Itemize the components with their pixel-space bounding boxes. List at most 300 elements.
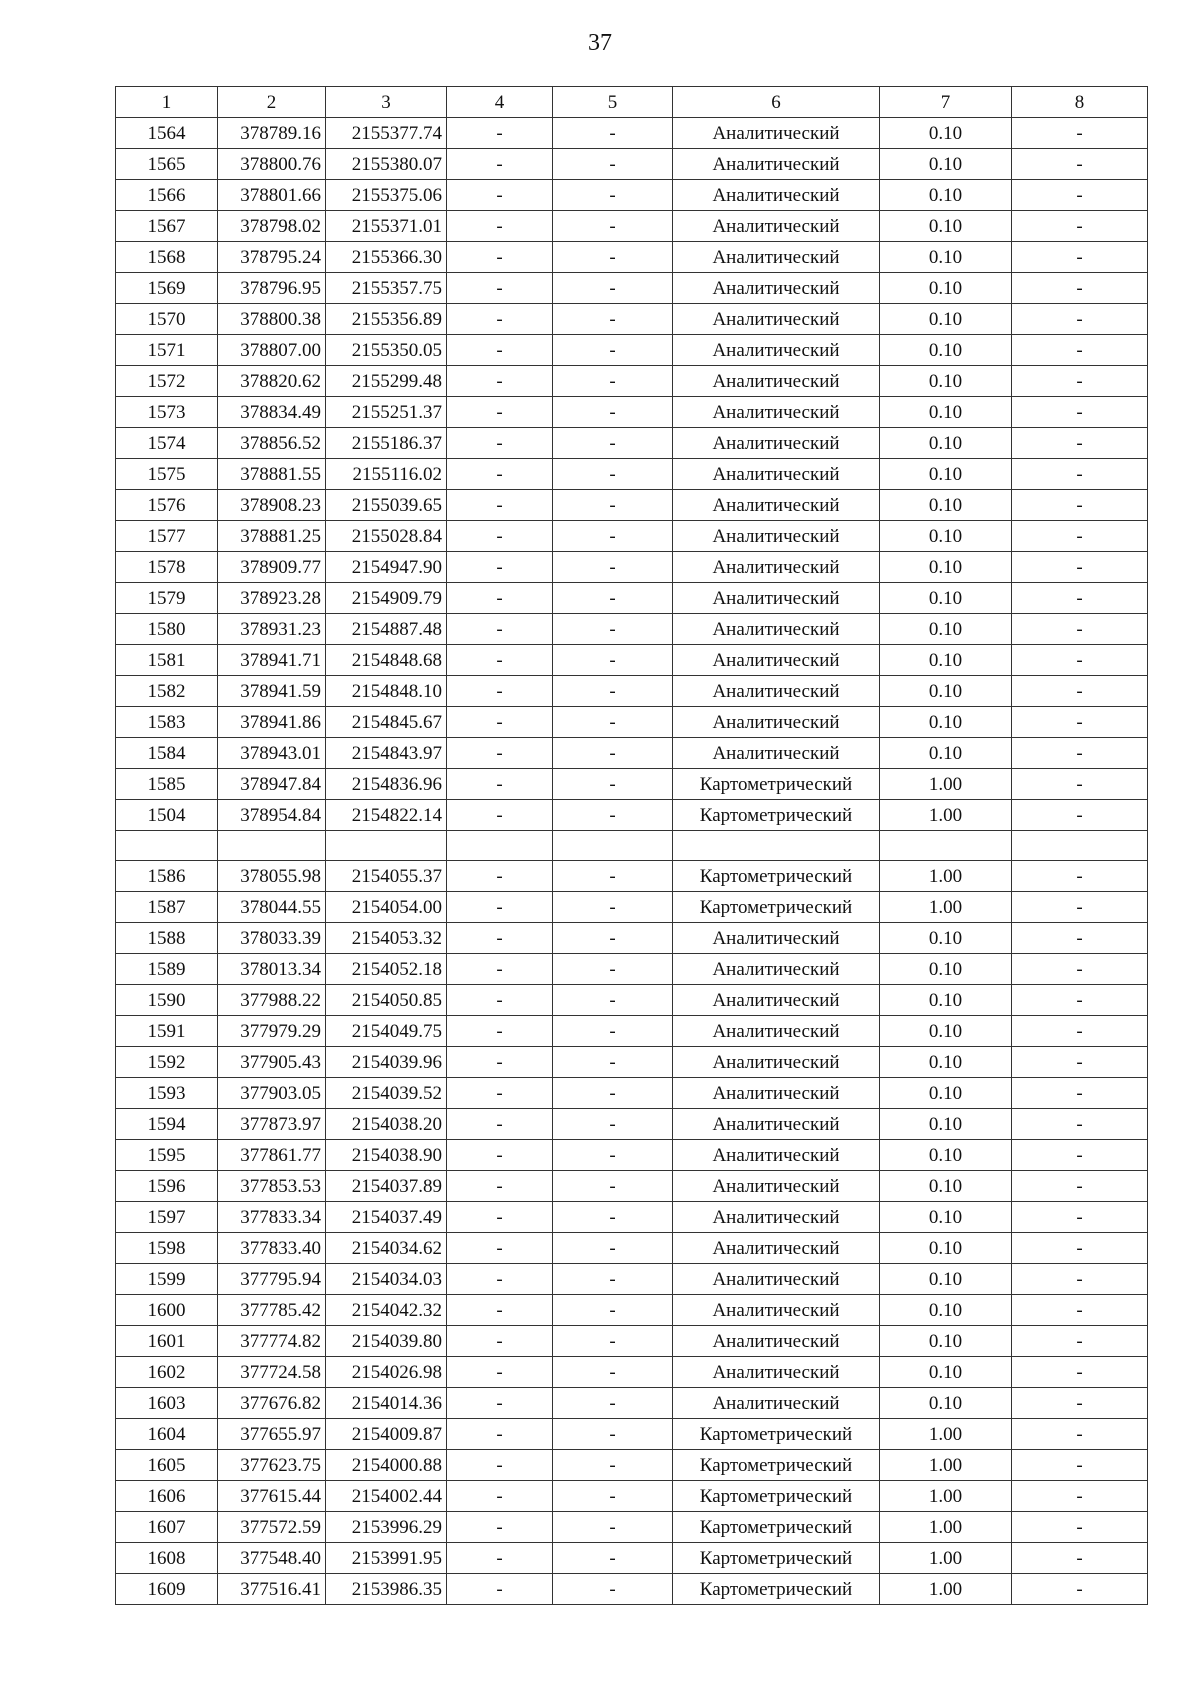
- table-cell-col-6: Аналитический: [673, 118, 880, 149]
- column-header-4: 4: [447, 87, 553, 118]
- table-row: [116, 676, 1148, 707]
- table-cell-col-4: -: [447, 1264, 553, 1295]
- table-cell-col-7: 1.00: [880, 1419, 1012, 1450]
- table-cell-col-2: 378856.52: [218, 428, 326, 459]
- table-cell-col-1: 1564: [116, 118, 218, 149]
- table-cell-col-3: 2154000.88: [326, 1450, 447, 1481]
- table-cell-col-5: -: [553, 1016, 673, 1047]
- table-cell-col-8: -: [1012, 614, 1148, 645]
- table-cell-col-2: 378796.95: [218, 273, 326, 304]
- table-cell-col-2: 377833.40: [218, 1233, 326, 1264]
- table-cell-col-5: -: [553, 490, 673, 521]
- table-cell-col-1: 1588: [116, 923, 218, 954]
- table-cell-col-2: 377853.53: [218, 1171, 326, 1202]
- table-row: [116, 397, 1148, 428]
- table-cell-col-1: 1576: [116, 490, 218, 521]
- table-cell-col-3: 2154845.67: [326, 707, 447, 738]
- table-cell-col-5: -: [553, 118, 673, 149]
- table-cell-col-6: Аналитический: [673, 397, 880, 428]
- table-cell-col-2: 377655.97: [218, 1419, 326, 1450]
- table-cell-col-7: 1.00: [880, 1512, 1012, 1543]
- table-cell-col-4: -: [447, 676, 553, 707]
- table-cell-col-1: 1605: [116, 1450, 218, 1481]
- table-cell-col-7: 0.10: [880, 583, 1012, 614]
- table-cell-col-2: 378807.00: [218, 335, 326, 366]
- table-cell-col-5: -: [553, 1543, 673, 1574]
- table-cell-col-5: -: [553, 1078, 673, 1109]
- table-cell-col-1: 1504: [116, 800, 218, 831]
- table-cell-col-8: -: [1012, 552, 1148, 583]
- table-cell-col-1: 1589: [116, 954, 218, 985]
- table-cell-col-4: -: [447, 1357, 553, 1388]
- table-cell-col-5: -: [553, 923, 673, 954]
- table-cell-col-3: 2154050.85: [326, 985, 447, 1016]
- table-cell-col-2: 378795.24: [218, 242, 326, 273]
- table-cell-col-2: 377724.58: [218, 1357, 326, 1388]
- table-cell-col-5: -: [553, 985, 673, 1016]
- table-cell-col-4: -: [447, 459, 553, 490]
- table-cell-col-5: -: [553, 149, 673, 180]
- table-cell-col-7: 1.00: [880, 1574, 1012, 1605]
- table-cell-col-8: -: [1012, 1109, 1148, 1140]
- table-cell-col-3: 2154039.80: [326, 1326, 447, 1357]
- table-cell-col-8: -: [1012, 1233, 1148, 1264]
- table-cell-col-2: 377615.44: [218, 1481, 326, 1512]
- table-row: [116, 1016, 1148, 1047]
- table-cell-col-6: Картометрический: [673, 1481, 880, 1512]
- table-row: [116, 1450, 1148, 1481]
- table-cell-col-1: 1608: [116, 1543, 218, 1574]
- table-cell-col-2: 378908.23: [218, 490, 326, 521]
- table-cell-col-4: -: [447, 861, 553, 892]
- column-header-1: 1: [116, 87, 218, 118]
- table-cell-col-2: 378800.76: [218, 149, 326, 180]
- table-cell-col-1: 1604: [116, 1419, 218, 1450]
- table-cell-col-3: 2154848.68: [326, 645, 447, 676]
- table-cell-col-1: 1595: [116, 1140, 218, 1171]
- table-cell-col-8: -: [1012, 397, 1148, 428]
- table-cell-col-7: 0.10: [880, 954, 1012, 985]
- table-cell-col-6: Аналитический: [673, 335, 880, 366]
- table-cell-col-5: -: [553, 242, 673, 273]
- table-cell-col-6: Картометрический: [673, 892, 880, 923]
- table-cell-col-3: 2155028.84: [326, 521, 447, 552]
- table-cell-col-3: 2153991.95: [326, 1543, 447, 1574]
- table-cell-col-8: -: [1012, 676, 1148, 707]
- table-cell-col-8: -: [1012, 1202, 1148, 1233]
- table-cell-col-8: -: [1012, 1295, 1148, 1326]
- table-cell-col-7: 0.10: [880, 273, 1012, 304]
- table-cell-col-1: 1579: [116, 583, 218, 614]
- table-cell-col-1: 1574: [116, 428, 218, 459]
- table-cell-col-3: 2154049.75: [326, 1016, 447, 1047]
- table-cell-col-2: 377676.82: [218, 1388, 326, 1419]
- table-cell-col-8: -: [1012, 800, 1148, 831]
- table-cell-col-4: -: [447, 769, 553, 800]
- table-cell-col-5: -: [553, 676, 673, 707]
- table-cell-col-3: 2154014.36: [326, 1388, 447, 1419]
- table-cell-col-8: -: [1012, 304, 1148, 335]
- table-cell-col-5: -: [553, 707, 673, 738]
- table-cell-col-6: Аналитический: [673, 428, 880, 459]
- table-cell-col-5: -: [553, 428, 673, 459]
- table-cell-col-6: Аналитический: [673, 180, 880, 211]
- table-cell-col-3: 2155116.02: [326, 459, 447, 490]
- table-cell-col-8: -: [1012, 707, 1148, 738]
- table-cell-col-5: -: [553, 335, 673, 366]
- table-cell-col-7: 1.00: [880, 1450, 1012, 1481]
- table-cell-col-6: Аналитический: [673, 1357, 880, 1388]
- table-cell-col-4: -: [447, 1419, 553, 1450]
- table-cell-col-3: 2155380.07: [326, 149, 447, 180]
- table-cell-col-4: -: [447, 521, 553, 552]
- table-cell-col-8: -: [1012, 1481, 1148, 1512]
- table-cell-col-5: -: [553, 1140, 673, 1171]
- table-cell-col-6: Аналитический: [673, 304, 880, 335]
- table-cell-col-1: 1603: [116, 1388, 218, 1419]
- table-cell-col-6: Картометрический: [673, 1419, 880, 1450]
- table-cell-col-6: Аналитический: [673, 583, 880, 614]
- table-row: [116, 118, 1148, 149]
- table-cell-col-6: Аналитический: [673, 954, 880, 985]
- table-cell-col-6: Картометрический: [673, 769, 880, 800]
- table-cell-col-4: -: [447, 923, 553, 954]
- table-cell-col-2: 377572.59: [218, 1512, 326, 1543]
- table-cell-col-8: -: [1012, 149, 1148, 180]
- table-row: [116, 1543, 1148, 1574]
- table-cell-col-6: Картометрический: [673, 800, 880, 831]
- table-cell-col-8: -: [1012, 1543, 1148, 1574]
- table-cell-col-8: -: [1012, 459, 1148, 490]
- table-cell-col-8: -: [1012, 242, 1148, 273]
- table-cell-col-8: -: [1012, 861, 1148, 892]
- table-cell-col-6: Аналитический: [673, 1016, 880, 1047]
- table-row: [116, 800, 1148, 831]
- table-cell-col-8: -: [1012, 273, 1148, 304]
- table-cell-col-4: -: [447, 645, 553, 676]
- table-cell-col-2: 378941.59: [218, 676, 326, 707]
- table-cell-col-6: Аналитический: [673, 366, 880, 397]
- table-cell-col-5: -: [553, 769, 673, 800]
- table-cell-col-5: -: [553, 861, 673, 892]
- table-cell-col-4: -: [447, 1109, 553, 1140]
- table-cell-col-7: 1.00: [880, 1543, 1012, 1574]
- table-cell-col-7: 0.10: [880, 428, 1012, 459]
- table-cell-col-8: -: [1012, 1574, 1148, 1605]
- table-cell-col-7: 0.10: [880, 738, 1012, 769]
- table-cell-col-7: 0.10: [880, 923, 1012, 954]
- table-cell-col-5: -: [553, 1326, 673, 1357]
- table-cell-col-2: 377785.42: [218, 1295, 326, 1326]
- table-cell-col-2: 377833.34: [218, 1202, 326, 1233]
- table-cell-col-5: -: [553, 459, 673, 490]
- table-cell-col-4: -: [447, 954, 553, 985]
- table-cell-col-3: 2154038.90: [326, 1140, 447, 1171]
- table-cell-col-8: -: [1012, 211, 1148, 242]
- coordinates-table: [115, 86, 1148, 1605]
- table-row: [116, 521, 1148, 552]
- table-cell-col-6: Аналитический: [673, 1109, 880, 1140]
- table-cell-col-3: 2154055.37: [326, 861, 447, 892]
- table-cell-col-7: 0.10: [880, 242, 1012, 273]
- table-cell-col-5: -: [553, 1512, 673, 1543]
- table-cell-col-4: -: [447, 242, 553, 273]
- table-cell-col-2: 378798.02: [218, 211, 326, 242]
- table-row: [116, 211, 1148, 242]
- table-gap-row: [116, 831, 1148, 861]
- table-cell-col-8: -: [1012, 1357, 1148, 1388]
- table-cell-col-8: -: [1012, 118, 1148, 149]
- table-cell-col-6: Аналитический: [673, 1388, 880, 1419]
- table-cell-col-5: -: [553, 738, 673, 769]
- table-cell-col-2: 377979.29: [218, 1016, 326, 1047]
- table-cell-col-8: -: [1012, 490, 1148, 521]
- table-cell-col-4: -: [447, 583, 553, 614]
- table-cell-col-1: 1570: [116, 304, 218, 335]
- table-cell-col-1: 1568: [116, 242, 218, 273]
- table-cell-col-5: -: [553, 366, 673, 397]
- table-cell-col-1: 1592: [116, 1047, 218, 1078]
- table-cell-col-7: 0.10: [880, 118, 1012, 149]
- table-cell-col-7: 0.10: [880, 521, 1012, 552]
- table-cell-col-5: -: [553, 800, 673, 831]
- table-cell-col-8: -: [1012, 335, 1148, 366]
- table-cell-col-6: Аналитический: [673, 552, 880, 583]
- table-cell-col-6: Картометрический: [673, 1512, 880, 1543]
- table-cell-col-4: -: [447, 800, 553, 831]
- table-cell-col-8: -: [1012, 366, 1148, 397]
- table-cell-col-5: -: [553, 954, 673, 985]
- table-row: [116, 954, 1148, 985]
- table-cell-col-1: 1607: [116, 1512, 218, 1543]
- table-cell-col-1: 1584: [116, 738, 218, 769]
- table-cell-col-1: 1580: [116, 614, 218, 645]
- table-cell-col-7: 0.10: [880, 1047, 1012, 1078]
- table-cell-col-6: Аналитический: [673, 211, 880, 242]
- table-cell-col-5: -: [553, 552, 673, 583]
- table-cell-col-5: -: [553, 645, 673, 676]
- table-row: [116, 149, 1148, 180]
- table-cell-col-8: -: [1012, 645, 1148, 676]
- table-cell-col-3: 2154039.96: [326, 1047, 447, 1078]
- table-cell-col-5: -: [553, 397, 673, 428]
- table-cell-col-4: -: [447, 211, 553, 242]
- table-cell-col-8: -: [1012, 954, 1148, 985]
- table-cell-col-2: 378789.16: [218, 118, 326, 149]
- table-cell-col-7: 0.10: [880, 645, 1012, 676]
- page-number: 37: [588, 30, 612, 56]
- table-cell-col-4: -: [447, 1078, 553, 1109]
- table-cell-col-2: 378954.84: [218, 800, 326, 831]
- table-cell-col-4: -: [447, 366, 553, 397]
- table-cell-col-4: -: [447, 273, 553, 304]
- table-cell-col-4: -: [447, 118, 553, 149]
- table-cell-col-8: -: [1012, 1171, 1148, 1202]
- table-cell-col-7: 0.10: [880, 304, 1012, 335]
- table-cell-col-6: Аналитический: [673, 985, 880, 1016]
- table-cell-col-7: 0.10: [880, 1202, 1012, 1233]
- table-cell-col-3: 2154947.90: [326, 552, 447, 583]
- table-cell-col-1: 1594: [116, 1109, 218, 1140]
- table-cell-col-8: -: [1012, 521, 1148, 552]
- table-cell-col-7: 0.10: [880, 180, 1012, 211]
- table-row: [116, 1295, 1148, 1326]
- table-cell-col-6: [673, 831, 880, 861]
- table-cell-col-5: -: [553, 1295, 673, 1326]
- table-cell-col-1: 1573: [116, 397, 218, 428]
- table-cell-col-5: -: [553, 1388, 673, 1419]
- table-cell-col-1: 1578: [116, 552, 218, 583]
- table-cell-col-6: Аналитический: [673, 645, 880, 676]
- table-cell-col-3: 2154843.97: [326, 738, 447, 769]
- table-cell-col-4: -: [447, 1233, 553, 1264]
- table-cell-col-3: 2155350.05: [326, 335, 447, 366]
- table-cell-col-3: 2154848.10: [326, 676, 447, 707]
- table-cell-col-7: 0.10: [880, 1140, 1012, 1171]
- table-row: [116, 769, 1148, 800]
- table-cell-col-1: 1602: [116, 1357, 218, 1388]
- table-cell-col-6: Картометрический: [673, 861, 880, 892]
- table-cell-col-7: 1.00: [880, 769, 1012, 800]
- table-cell-col-4: -: [447, 1016, 553, 1047]
- table-cell-col-5: -: [553, 1419, 673, 1450]
- table-cell-col-1: 1591: [116, 1016, 218, 1047]
- table-cell-col-4: -: [447, 614, 553, 645]
- column-header-6: 6: [673, 87, 880, 118]
- table-cell-col-7: 0.10: [880, 1357, 1012, 1388]
- table-row: [116, 1357, 1148, 1388]
- table-cell-col-1: 1596: [116, 1171, 218, 1202]
- table-cell-col-8: -: [1012, 1047, 1148, 1078]
- table-cell-col-1: 1565: [116, 149, 218, 180]
- table-cell-col-8: -: [1012, 1078, 1148, 1109]
- table-cell-col-7: 0.10: [880, 1326, 1012, 1357]
- table-cell-col-3: 2154042.32: [326, 1295, 447, 1326]
- table-cell-col-6: Аналитический: [673, 738, 880, 769]
- table-cell-col-2: 378820.62: [218, 366, 326, 397]
- table-cell-col-4: -: [447, 490, 553, 521]
- table-cell-col-7: [880, 831, 1012, 861]
- table-cell-col-4: -: [447, 1512, 553, 1543]
- table-cell-col-5: -: [553, 1202, 673, 1233]
- table-cell-col-1: 1586: [116, 861, 218, 892]
- table-row: [116, 1233, 1148, 1264]
- table-cell-col-3: 2154822.14: [326, 800, 447, 831]
- table-cell-col-7: 0.10: [880, 211, 1012, 242]
- table-cell-col-3: 2155357.75: [326, 273, 447, 304]
- table-cell-col-1: 1582: [116, 676, 218, 707]
- table-cell-col-1: 1585: [116, 769, 218, 800]
- table-cell-col-1: 1590: [116, 985, 218, 1016]
- table-row: [116, 1264, 1148, 1295]
- table-cell-col-2: 378800.38: [218, 304, 326, 335]
- table-cell-col-5: -: [553, 180, 673, 211]
- table-cell-col-2: 377873.97: [218, 1109, 326, 1140]
- table-cell-col-7: 1.00: [880, 861, 1012, 892]
- table-cell-col-5: [553, 831, 673, 861]
- table-cell-col-5: -: [553, 1481, 673, 1512]
- table-cell-col-3: 2155371.01: [326, 211, 447, 242]
- table-cell-col-1: 1569: [116, 273, 218, 304]
- table-cell-col-6: Аналитический: [673, 1140, 880, 1171]
- table-cell-col-2: 378013.34: [218, 954, 326, 985]
- table-row: [116, 1326, 1148, 1357]
- table-cell-col-4: -: [447, 738, 553, 769]
- table-cell-col-6: Аналитический: [673, 1202, 880, 1233]
- table-cell-col-2: 378834.49: [218, 397, 326, 428]
- table-cell-col-3: 2155377.74: [326, 118, 447, 149]
- table-cell-col-3: 2154034.03: [326, 1264, 447, 1295]
- table-cell-col-4: -: [447, 1295, 553, 1326]
- table-cell-col-5: -: [553, 1047, 673, 1078]
- table-cell-col-3: 2154039.52: [326, 1078, 447, 1109]
- table-cell-col-6: Аналитический: [673, 149, 880, 180]
- table-cell-col-7: 1.00: [880, 800, 1012, 831]
- table-row: [116, 1171, 1148, 1202]
- table-cell-col-8: -: [1012, 892, 1148, 923]
- table-cell-col-1: 1600: [116, 1295, 218, 1326]
- table-cell-col-3: 2153986.35: [326, 1574, 447, 1605]
- table-cell-col-7: 0.10: [880, 397, 1012, 428]
- table-cell-col-6: Аналитический: [673, 521, 880, 552]
- table-cell-col-1: 1599: [116, 1264, 218, 1295]
- table-cell-col-6: Аналитический: [673, 1326, 880, 1357]
- table-row: [116, 242, 1148, 273]
- table-cell-col-7: 0.10: [880, 1264, 1012, 1295]
- table-row: [116, 614, 1148, 645]
- table-cell-col-1: 1577: [116, 521, 218, 552]
- table-cell-col-5: -: [553, 583, 673, 614]
- table-row: [116, 428, 1148, 459]
- table-cell-col-5: -: [553, 1109, 673, 1140]
- table-cell-col-5: -: [553, 211, 673, 242]
- table-cell-col-2: 377548.40: [218, 1543, 326, 1574]
- table-cell-col-4: -: [447, 1171, 553, 1202]
- table-cell-col-2: 378881.55: [218, 459, 326, 490]
- table-cell-col-3: 2154052.18: [326, 954, 447, 985]
- table-cell-col-8: -: [1012, 1016, 1148, 1047]
- table-cell-col-4: -: [447, 1481, 553, 1512]
- table-row: [116, 552, 1148, 583]
- table-row: [116, 583, 1148, 614]
- table-cell-col-8: -: [1012, 1450, 1148, 1481]
- table-cell-col-6: Аналитический: [673, 1264, 880, 1295]
- table-row: [116, 1140, 1148, 1171]
- table-cell-col-2: 377516.41: [218, 1574, 326, 1605]
- table-cell-col-3: 2155186.37: [326, 428, 447, 459]
- table-row: [116, 335, 1148, 366]
- table-cell-col-2: 378931.23: [218, 614, 326, 645]
- table-cell-col-3: 2154038.20: [326, 1109, 447, 1140]
- table-cell-col-8: -: [1012, 1388, 1148, 1419]
- table-cell-col-6: Аналитический: [673, 707, 880, 738]
- table-row: [116, 1419, 1148, 1450]
- table-cell-col-3: 2154037.89: [326, 1171, 447, 1202]
- table-cell-col-5: -: [553, 1450, 673, 1481]
- table-cell-col-2: 377861.77: [218, 1140, 326, 1171]
- table-cell-col-7: 0.10: [880, 149, 1012, 180]
- table-cell-col-6: Картометрический: [673, 1574, 880, 1605]
- table-cell-col-3: 2153996.29: [326, 1512, 447, 1543]
- table-cell-col-8: -: [1012, 180, 1148, 211]
- table-cell-col-4: -: [447, 707, 553, 738]
- table-cell-col-4: -: [447, 428, 553, 459]
- table-cell-col-3: 2154053.32: [326, 923, 447, 954]
- table-cell-col-6: Аналитический: [673, 614, 880, 645]
- table-cell-col-3: 2154887.48: [326, 614, 447, 645]
- table-cell-col-5: -: [553, 1264, 673, 1295]
- table-row: [116, 459, 1148, 490]
